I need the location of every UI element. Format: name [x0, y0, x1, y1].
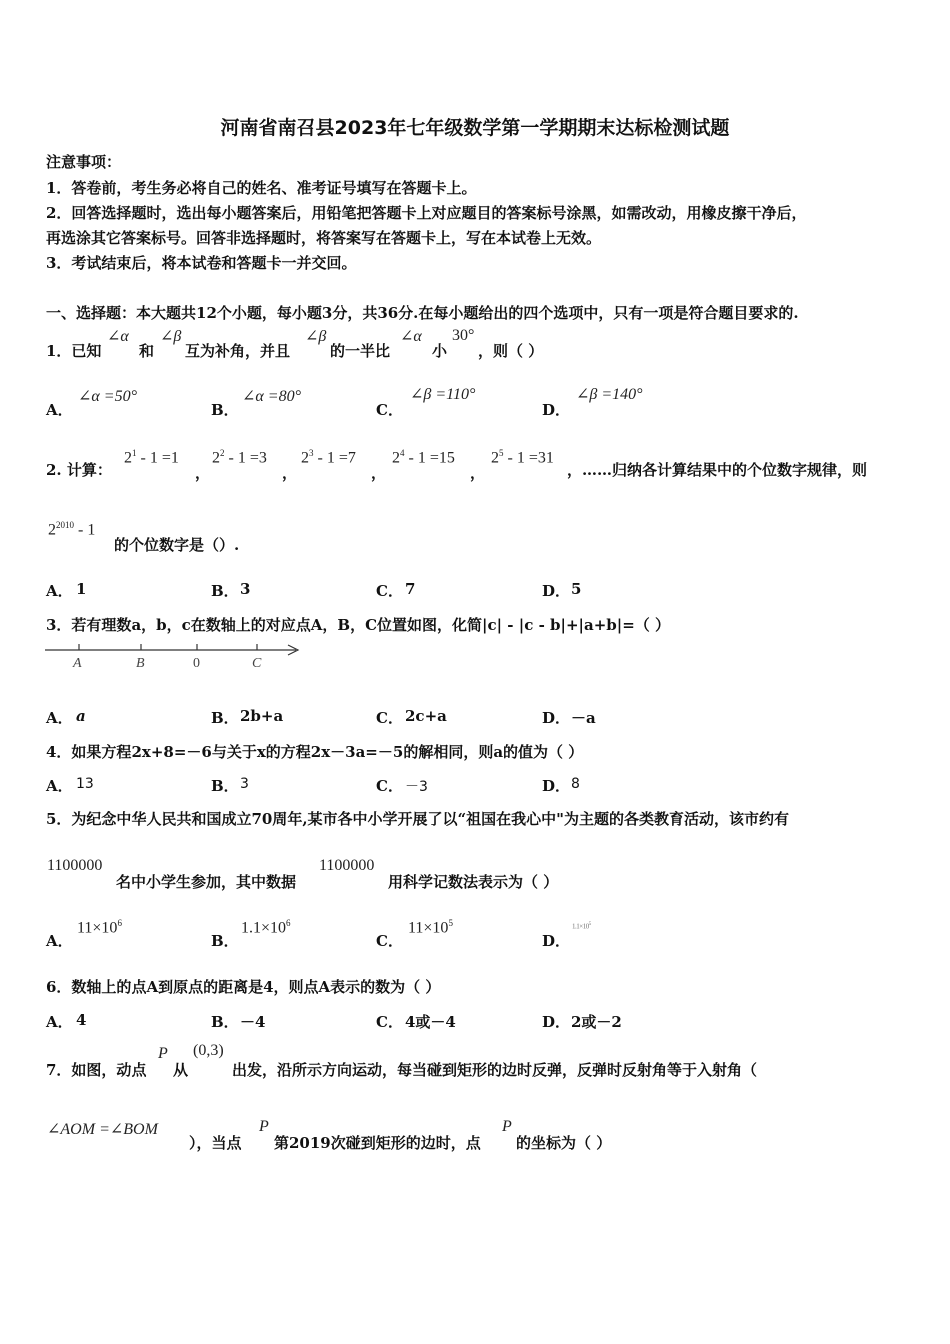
option-d-letter: D． — [542, 1013, 571, 1031]
q1-text: ，则（ ） — [478, 342, 544, 360]
option-c-letter: C． — [376, 932, 403, 950]
option-d: $1.1\times 10^5$ — [572, 922, 591, 931]
option-a: 4 — [76, 1011, 87, 1029]
q7-text: 7．如图，动点 — [46, 1061, 147, 1079]
option-b: $1.1\times 10^6$ — [241, 918, 291, 937]
option-a-letter: A． — [46, 777, 73, 795]
option-c-letter: C． — [376, 709, 403, 727]
q5-text: 5．为纪念中华人民共和国成立70周年,某市各中小学开展了以“祖国在我心中"为主题的各类教育活动，该市约有 — [46, 810, 789, 828]
option-b-letter: B． — [211, 777, 239, 795]
q1-text: 的一半比 — [330, 342, 391, 360]
q2-sep: ， — [195, 464, 211, 482]
option-b: ∠α =80° — [242, 388, 301, 405]
q5-text: 用科学记数法表示为（ ） — [388, 873, 559, 891]
option-d-letter: D． — [542, 401, 571, 419]
q2-label: 2. 计算： — [46, 461, 112, 479]
option-b-letter: B． — [211, 582, 239, 600]
option-d: －a — [571, 709, 596, 727]
notice-item: 1．答卷前，考生务必将自己的姓名、准考证号填写在答题卡上。 — [46, 179, 477, 197]
q2-sep: ， — [282, 464, 298, 482]
option-c: 7 — [405, 580, 416, 598]
option-d: ∠β =140° — [576, 386, 643, 403]
option-c: 2c+a — [405, 707, 447, 725]
option-c: ∠β =110° — [410, 386, 476, 403]
option-c-letter: C． — [376, 401, 403, 419]
axis-label-b: B — [136, 656, 145, 671]
q7-point-p: P — [158, 1045, 168, 1062]
option-a: 1 — [76, 580, 87, 598]
option-a-letter: A． — [46, 709, 73, 727]
q1-text: 互为补角，并且 — [185, 342, 291, 360]
option-d-letter: D． — [542, 932, 571, 950]
notice-item: 再选涂其它答案标号。回答非选择题时，将答案写在答题卡上，写在本试卷上无效。 — [46, 229, 602, 247]
q2-expr: $2^1 - 1 =1$ — [124, 448, 179, 467]
axis-label-0: 0 — [193, 656, 200, 671]
q7-text: ），当点 — [189, 1134, 242, 1152]
q2-expr: $2^3 - 1 =7$ — [301, 448, 356, 467]
q1-text: 和 — [139, 342, 155, 360]
q1-beta2: ∠β — [305, 328, 327, 345]
q5-number: 1100000 — [319, 857, 375, 874]
option-a-letter: A． — [46, 401, 73, 419]
q2-line2: 的个位数字是（）. — [114, 536, 240, 554]
option-b: 2b+a — [240, 707, 284, 725]
number-line-figure — [40, 640, 305, 672]
q1-beta: ∠β — [160, 328, 182, 345]
q4-text: 4．如果方程2x+8=－6与关于x的方程2x－3a=－5的解相同，则a的值为（ ） — [46, 743, 584, 761]
option-d-letter: D． — [542, 777, 571, 795]
option-b: 3 — [240, 776, 249, 792]
q1-text: 小 — [432, 342, 448, 360]
option-c-letter: C． — [376, 777, 403, 795]
option-a: a — [76, 707, 86, 725]
option-d-letter: D． — [542, 709, 571, 727]
notice-heading: 注意事项： — [46, 153, 122, 171]
q1-alpha: ∠α — [107, 328, 129, 345]
option-d: 5 — [571, 580, 582, 598]
option-a-letter: A． — [46, 582, 73, 600]
option-a-letter: A． — [46, 1013, 73, 1031]
q2-expr: $2^2 - 1 =3$ — [212, 448, 267, 467]
option-a-letter: A． — [46, 932, 73, 950]
q7-point-p: P — [502, 1118, 512, 1135]
option-b-letter: B． — [211, 401, 239, 419]
option-a: ∠α =50° — [78, 388, 137, 405]
option-c: $11\times 10^5$ — [408, 918, 453, 937]
q2-expr: $2^4 - 1 =15$ — [392, 448, 455, 467]
q3-text: 3．若有理数a，b，c在数轴上的对应点A，B，C位置如图，化简|c| - |c - b|+|a+b|=（ ） — [46, 616, 671, 634]
notice-item: 2．回答选择题时，选出每小题答案后，用铅笔把答题卡上对应题目的答案标号涂黑，如需改动，用橡皮擦干净后， — [46, 204, 807, 222]
option-a: $11\times 10^6$ — [77, 918, 122, 937]
page-title: 河南省南召县2023年七年级数学第一学期期末达标检测试题 — [220, 117, 730, 139]
option-d: 2或－2 — [571, 1013, 622, 1031]
option-d-letter: D． — [542, 582, 571, 600]
notice-item: 3．考试结束后，将本试卷和答题卡一并交回。 — [46, 254, 357, 272]
q2-sep: ， — [371, 464, 387, 482]
q1-text: 1．已知 — [46, 342, 102, 360]
option-d: 8 — [571, 776, 580, 792]
q5-text: 名中小学生参加，其中数据 — [116, 873, 297, 891]
axis-label-a: A — [73, 656, 82, 671]
option-b-letter: B． — [211, 932, 239, 950]
q7-text: 的坐标为（ ） — [516, 1134, 612, 1152]
option-c-letter: C． — [376, 1013, 403, 1031]
option-b: 3 — [240, 580, 251, 598]
section-heading: 一、选择题：本大题共12个小题，每小题3分，共36分.在每小题给出的四个选项中，只有一项是符合题目要求的. — [46, 304, 799, 322]
q7-angle-equation: ∠AOM =∠BOM — [47, 1121, 158, 1138]
option-a: 13 — [76, 776, 94, 792]
q7-point-p: P — [259, 1118, 269, 1135]
q2-expr: $2^5 - 1 =31$ — [491, 448, 554, 467]
q7-text: 出发，沿所示方向运动，每当碰到矩形的边时反弹，反弹时反射角等于入射角（ — [232, 1061, 758, 1079]
q2-tail: ，……归纳各计算结果中的个位数字规律，则 — [567, 461, 868, 479]
q1-30deg: 30° — [452, 327, 475, 344]
option-b-letter: B． — [211, 1013, 239, 1031]
q7-coordinate: (0,3) — [193, 1042, 224, 1059]
q5-number: 1100000 — [47, 857, 103, 874]
option-c: －3 — [405, 779, 428, 795]
option-c-letter: C． — [376, 582, 403, 600]
q6-text: 6．数轴上的点A到原点的距离是4，则点A表示的数为（ ） — [46, 978, 441, 996]
option-b-letter: B． — [211, 709, 239, 727]
q7-text: 从 — [173, 1061, 189, 1079]
q7-text: 第2019次碰到矩形的边时，点 — [274, 1134, 481, 1152]
q2-expr-2010: $2^{2010} - 1$ — [48, 520, 96, 539]
q2-sep: ， — [470, 464, 486, 482]
option-c: 4或－4 — [405, 1013, 456, 1031]
option-b: －4 — [240, 1013, 266, 1031]
axis-label-c: C — [252, 656, 262, 671]
q1-alpha2: ∠α — [400, 328, 422, 345]
